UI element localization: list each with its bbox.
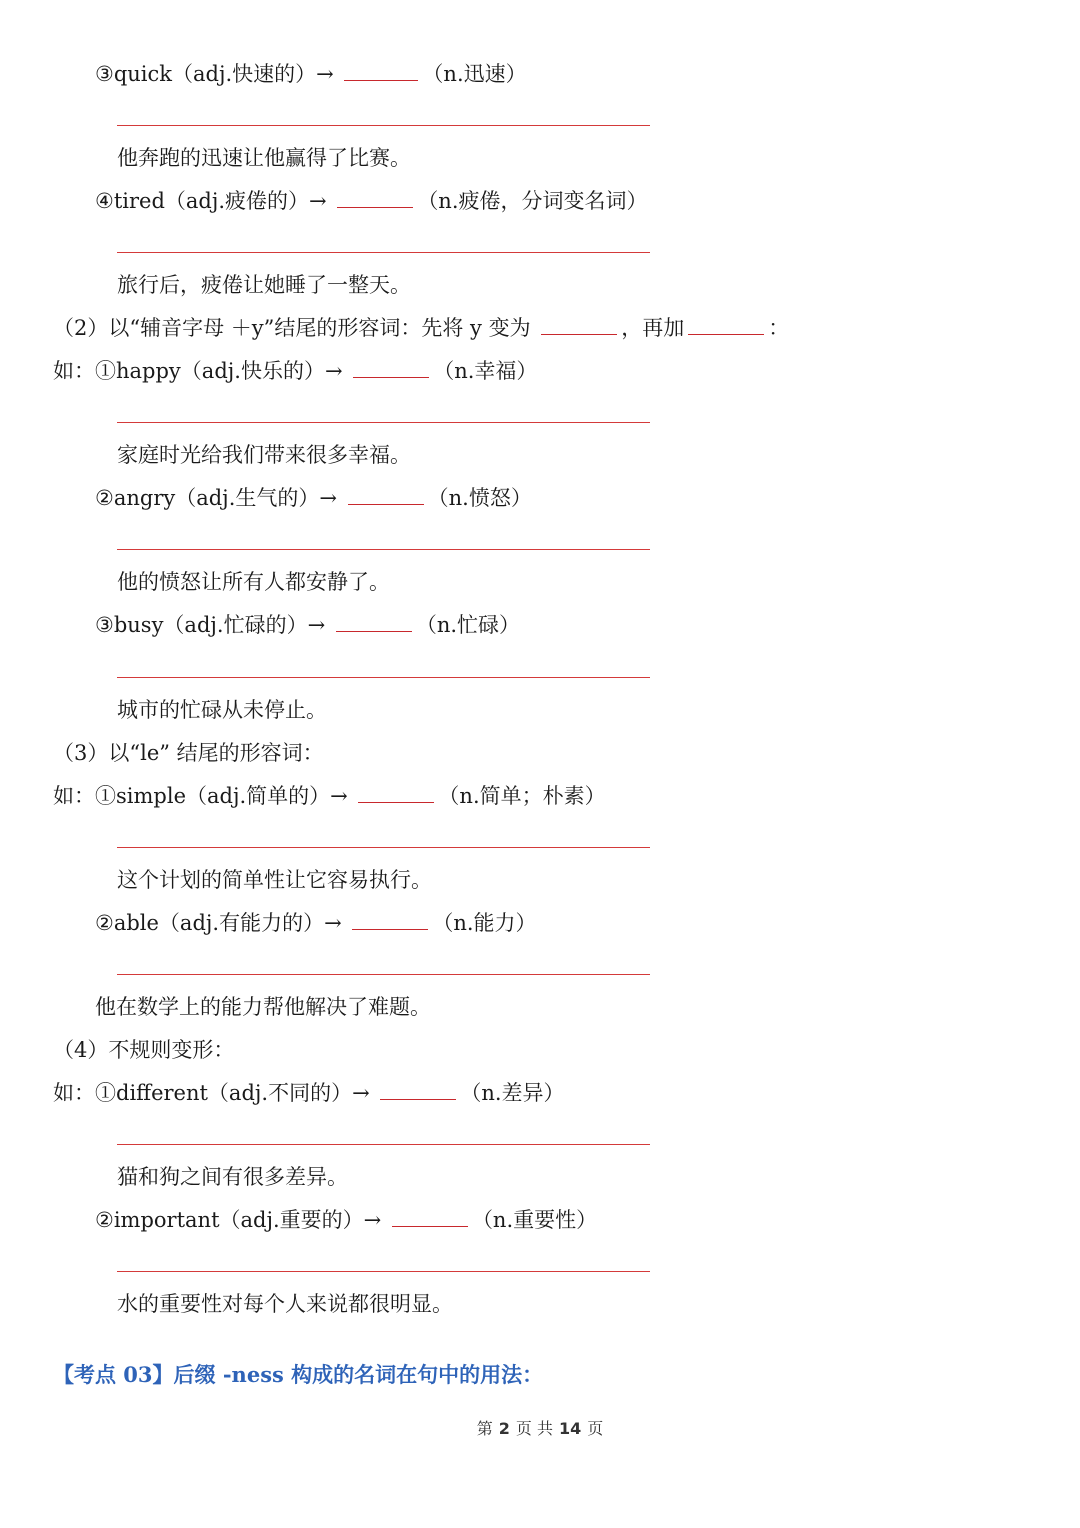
sentence-tired: 旅行后，疲倦让她睡了一整天。 bbox=[117, 273, 411, 297]
item-able-suffix: （n.能力） bbox=[432, 911, 537, 935]
sentence-line-angry[interactable] bbox=[117, 549, 650, 550]
sentence-line-different[interactable] bbox=[117, 1144, 650, 1145]
sentence-important: 水的重要性对每个人来说都很明显。 bbox=[117, 1292, 453, 1316]
item-simple bbox=[53, 782, 606, 810]
sentence-line-important[interactable] bbox=[117, 1271, 650, 1272]
answer-blank-able[interactable] bbox=[352, 909, 428, 930]
heading-2-part2: ，再加 bbox=[621, 316, 685, 340]
answer-blank-y-change[interactable] bbox=[541, 314, 617, 335]
item-simple-suffix: （n.简单；朴素） bbox=[438, 784, 606, 808]
item-happy-suffix: （n.幸福） bbox=[433, 359, 538, 383]
page-footer bbox=[0, 1418, 1080, 1440]
item-simple-prefix: 如：①simple（adj.简单的）→ bbox=[53, 784, 355, 808]
sentence-line-happy[interactable] bbox=[117, 422, 650, 423]
answer-blank-angry[interactable] bbox=[348, 484, 424, 505]
item-angry-prefix: ②angry（adj.生气的）→ bbox=[95, 486, 344, 510]
item-able-prefix: ②able（adj.有能力的）→ bbox=[95, 911, 349, 935]
item-happy-prefix: 如：①happy（adj.快乐的）→ bbox=[53, 359, 350, 383]
item-quick-suffix: （n.迅速） bbox=[422, 62, 527, 86]
item-busy bbox=[95, 611, 520, 639]
sentence-simple: 这个计划的简单性让它容易执行。 bbox=[117, 868, 432, 892]
item-happy bbox=[53, 357, 537, 385]
item-tired bbox=[95, 187, 648, 215]
item-tired-prefix: ④tired（adj.疲倦的）→ bbox=[95, 189, 334, 213]
item-tired-suffix: （n.疲倦，分词变名词） bbox=[417, 189, 648, 213]
item-angry-suffix: （n.愤怒） bbox=[427, 486, 532, 510]
heading-consonant-y bbox=[53, 314, 789, 342]
heading-2-part1: （2）以“辅音字母 ＋y”结尾的形容词：先将 y 变为 bbox=[53, 316, 538, 340]
item-different bbox=[53, 1079, 565, 1107]
answer-blank-happy[interactable] bbox=[353, 357, 429, 378]
footer-total-pages: 14 bbox=[558, 1419, 582, 1438]
item-important-suffix: （n.重要性） bbox=[471, 1208, 598, 1232]
heading-le-ending: （3）以“le” 结尾的形容词： bbox=[53, 741, 324, 765]
sentence-different: 猫和狗之间有很多差异。 bbox=[117, 1165, 348, 1189]
heading-irregular: （4）不规则变形： bbox=[53, 1038, 235, 1062]
footer-mid: 页 共 bbox=[515, 1419, 553, 1438]
sentence-able: 他在数学上的能力帮他解决了难题。 bbox=[95, 995, 431, 1019]
item-quick bbox=[95, 60, 527, 88]
item-busy-suffix: （n.忙碌） bbox=[415, 613, 521, 637]
sentence-line-able[interactable] bbox=[117, 974, 650, 975]
item-important bbox=[95, 1206, 597, 1234]
sentence-line-tired[interactable] bbox=[117, 252, 650, 253]
sentence-busy: 城市的忙碌从未停止。 bbox=[117, 698, 327, 722]
item-quick-prefix: ③quick（adj.快速的）→ bbox=[95, 62, 341, 86]
sentence-quick: 他奔跑的迅速让他赢得了比赛。 bbox=[117, 146, 411, 170]
section-title: 【考点 03】后缀 -ness 构成的名词在句中的用法： bbox=[53, 1362, 544, 1387]
item-able bbox=[95, 909, 537, 937]
sentence-line-busy[interactable] bbox=[117, 677, 650, 678]
answer-blank-add-suffix[interactable] bbox=[688, 314, 764, 335]
sentence-happy: 家庭时光给我们带来很多幸福。 bbox=[117, 443, 411, 467]
item-angry bbox=[95, 484, 532, 512]
heading-2-part3: ： bbox=[768, 316, 790, 340]
sentence-angry: 他的愤怒让所有人都安静了。 bbox=[117, 570, 390, 594]
footer-pre: 第 bbox=[476, 1419, 493, 1438]
answer-blank-different[interactable] bbox=[380, 1079, 456, 1100]
footer-page-number: 2 bbox=[498, 1419, 510, 1438]
answer-blank-tired[interactable] bbox=[337, 187, 413, 208]
footer-post: 页 bbox=[587, 1419, 604, 1438]
item-important-prefix: ②important（adj.重要的）→ bbox=[95, 1208, 388, 1232]
answer-blank-quick[interactable] bbox=[344, 60, 418, 81]
answer-blank-busy[interactable] bbox=[336, 611, 412, 632]
item-different-suffix: （n.差异） bbox=[460, 1081, 565, 1105]
sentence-line-quick[interactable] bbox=[117, 125, 650, 126]
answer-blank-important[interactable] bbox=[392, 1206, 468, 1227]
item-different-prefix: 如：①different（adj.不同的）→ bbox=[53, 1081, 377, 1105]
item-busy-prefix: ③busy（adj.忙碌的）→ bbox=[95, 613, 332, 637]
answer-blank-simple[interactable] bbox=[358, 782, 434, 803]
sentence-line-simple[interactable] bbox=[117, 847, 650, 848]
